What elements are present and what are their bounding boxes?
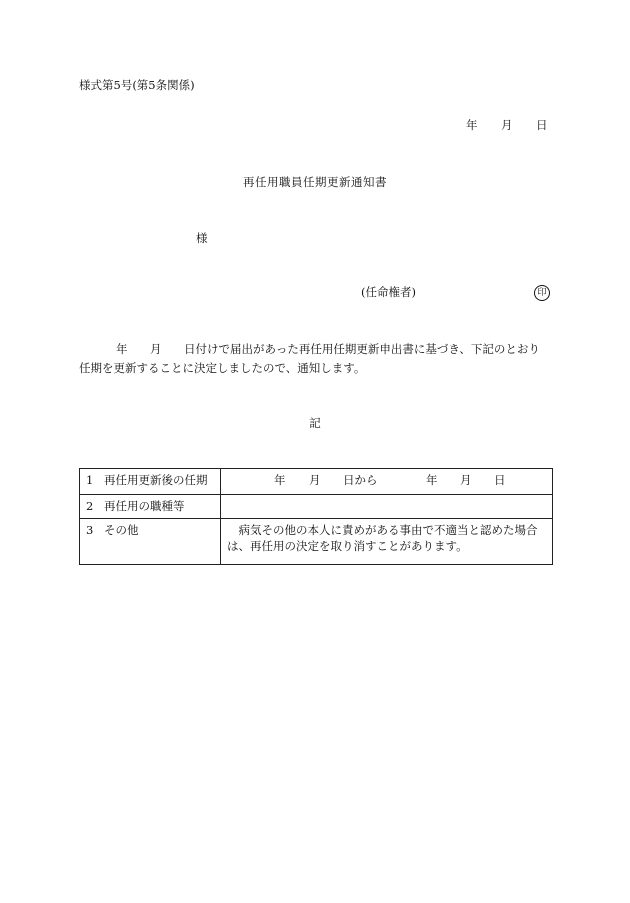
table-row <box>80 469 553 495</box>
addressee-honorific: 様 <box>196 231 208 245</box>
job-type-value-cell <box>221 495 553 519</box>
document-title: 再任用職員任期更新通知書 <box>243 175 387 189</box>
form-number: 様式第5号(第5条関係) <box>79 78 195 92</box>
row-number: 1 <box>86 473 94 487</box>
body-text-line1: 日付けで届出があった再任用任期更新申出書に基づき、下記のとおり <box>184 342 540 356</box>
row-label-cell <box>80 495 221 519</box>
row-label: 再任用更新後の任期 <box>104 473 208 487</box>
date-day-label: 日 <box>536 118 548 132</box>
other-value-cell <box>221 519 553 565</box>
row-label: その他 <box>104 523 139 537</box>
term-end-year-label: 年 <box>426 473 438 487</box>
table-row <box>80 495 553 519</box>
seal-mark: 印 <box>534 285 550 301</box>
term-end-month-label: 月 <box>460 473 472 487</box>
body-text-line2: 任期を更新することに決定しましたので、通知します。 <box>79 361 366 375</box>
term-start-month-label: 月 <box>309 473 321 487</box>
term-start-day-label: 日から <box>343 473 378 487</box>
term-end-day-label: 日 <box>494 473 506 487</box>
date-year-label: 年 <box>466 118 478 132</box>
row-number: 2 <box>86 499 94 513</box>
ki-heading: 記 <box>309 416 321 430</box>
row-number: 3 <box>86 523 94 537</box>
row-label-cell <box>80 519 221 565</box>
table-row <box>80 519 553 565</box>
term-value-cell <box>221 469 553 495</box>
row-label-cell <box>80 469 221 495</box>
other-note-text: 病気その他の本人に責めがある事由で不適当と認めた場合は、再任用の決定を取り消すことがあります。 <box>227 523 538 553</box>
body-year-label: 年 <box>116 342 128 356</box>
appointer-label: (任命権者) <box>361 285 416 299</box>
date-month-label: 月 <box>501 118 513 132</box>
term-start-year-label: 年 <box>274 473 286 487</box>
body-month-label: 月 <box>150 342 162 356</box>
details-table <box>79 468 553 565</box>
row-label: 再任用の職種等 <box>104 499 185 513</box>
